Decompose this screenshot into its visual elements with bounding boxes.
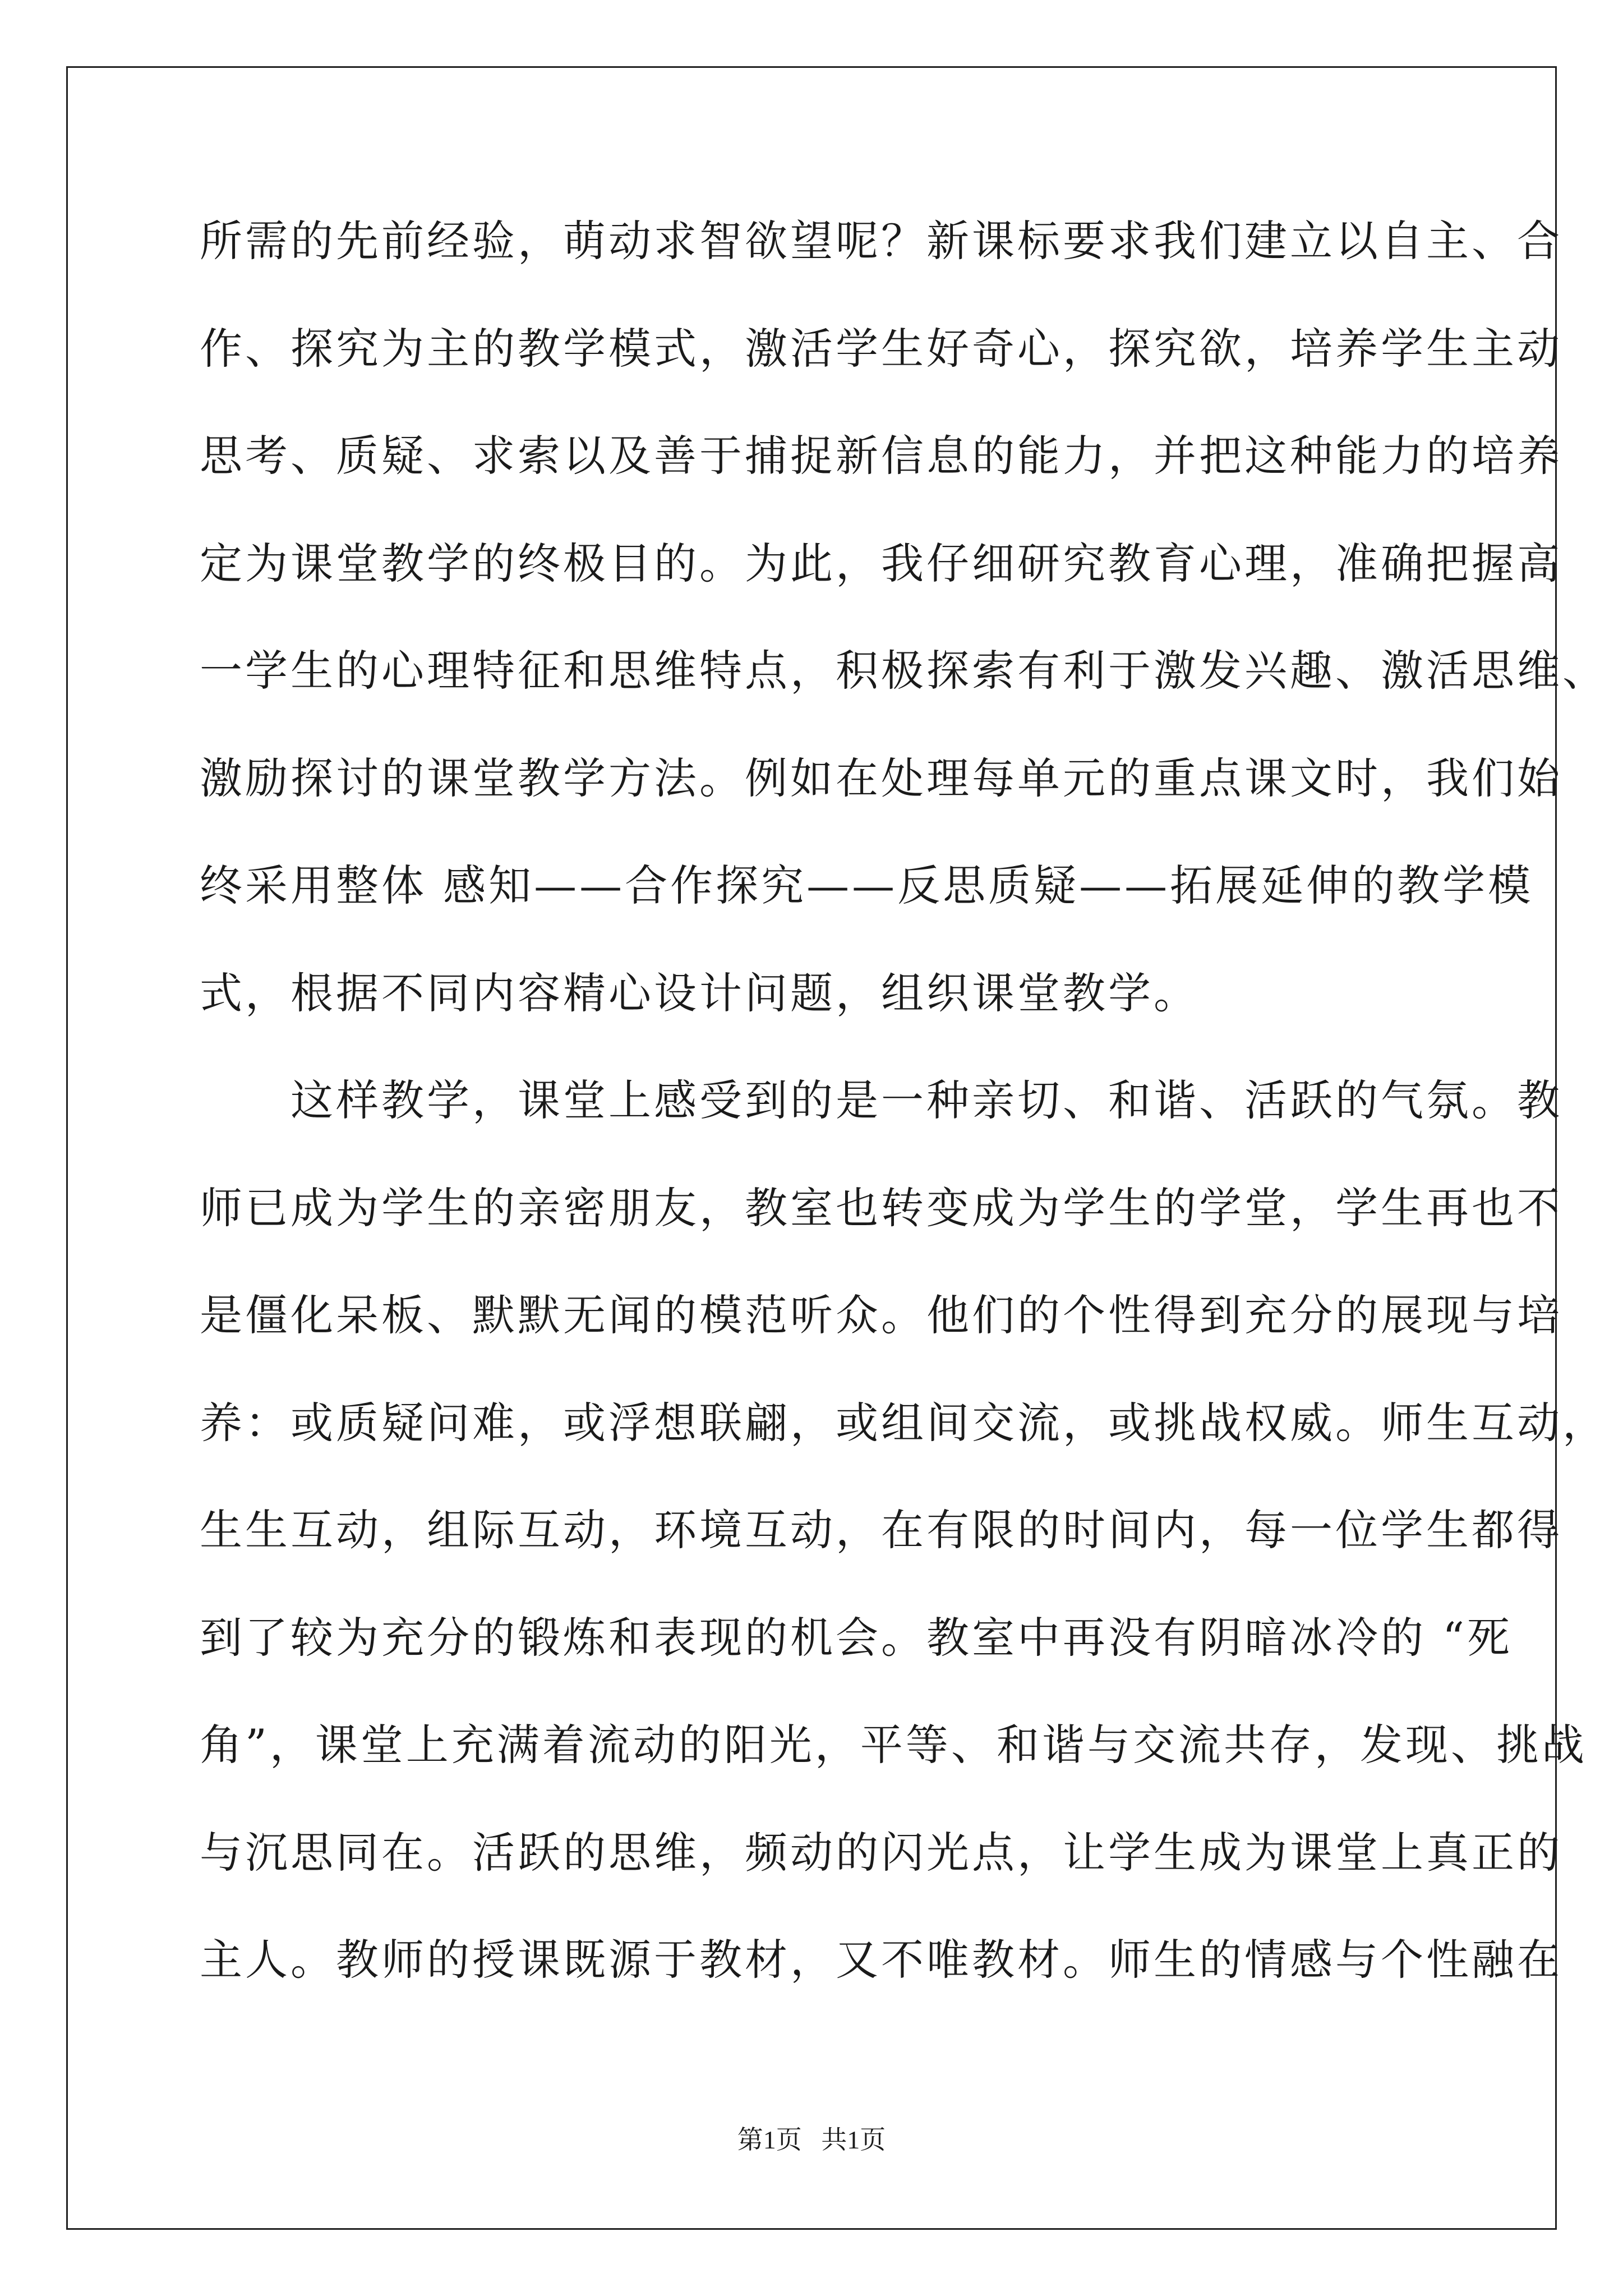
text-line: 主人。教师的授课既源于教材，又不唯教材。师生的情感与个性融在 — [200, 1935, 1562, 1985]
text-line: 作、探究为主的教学模式，激活学生好奇心，探究欲，培养学生主动 — [200, 323, 1562, 374]
text-line: 定为课堂教学的终极目的。为此，我仔细研究教育心理，准确把握高 — [200, 538, 1562, 588]
text-line: 思考、质疑、求索以及善于捕捉新信息的能力，并把这种能力的培养 — [200, 431, 1562, 481]
text-line: 这样教学，课堂上感受到的是一种亲切、和谐、活跃的气氛。教 — [200, 1075, 1562, 1125]
text-line: 终采用整体 感知——合作探究——反思质疑——拓展延伸的教学模 — [200, 861, 1534, 910]
text-line: 式，根据不同内容精心设计问题，组织课堂教学。 — [200, 968, 1199, 1018]
text-line: 师已成为学生的亲密朋友，教室也转变成为学生的学堂，学生再也不 — [200, 1182, 1562, 1233]
page-number: 第1页 共1页 — [737, 2125, 886, 2154]
text-line: 一学生的心理特征和思维特点，积极探索有利于激发兴趣、激活思维、 — [200, 646, 1608, 696]
text-line: 所需的先前经验，萌动求智欲望呢？新课标要求我们建立以自主、合 — [200, 216, 1562, 266]
text-line: 生生互动，组际互动，环境互动，在有限的时间内，每一位学生都得 — [200, 1505, 1562, 1555]
text-line: 角”，课堂上充满着流动的阳光，平等、和谐与交流共存，发现、挑战 — [200, 1720, 1587, 1770]
text-line: 养：或质疑问难，或浮想联翩，或组间交流，或挑战权威。师生互动， — [200, 1397, 1608, 1448]
text-line: 到了较为充分的锻炼和表现的机会。教室中再没有阴暗冰冷的 “死 — [200, 1612, 1513, 1663]
text-line: 与沉思同在。活跃的思维，频动的闪光点，让学生成为课堂上真正的 — [200, 1827, 1562, 1878]
text-line: 是僵化呆板、默默无闻的模范听众。他们的个性得到充分的展现与培 — [200, 1290, 1562, 1340]
text-line: 激励探讨的课堂教学方法。例如在处理每单元的重点课文时，我们始 — [200, 753, 1562, 803]
document-body — [200, 213, 1608, 2040]
